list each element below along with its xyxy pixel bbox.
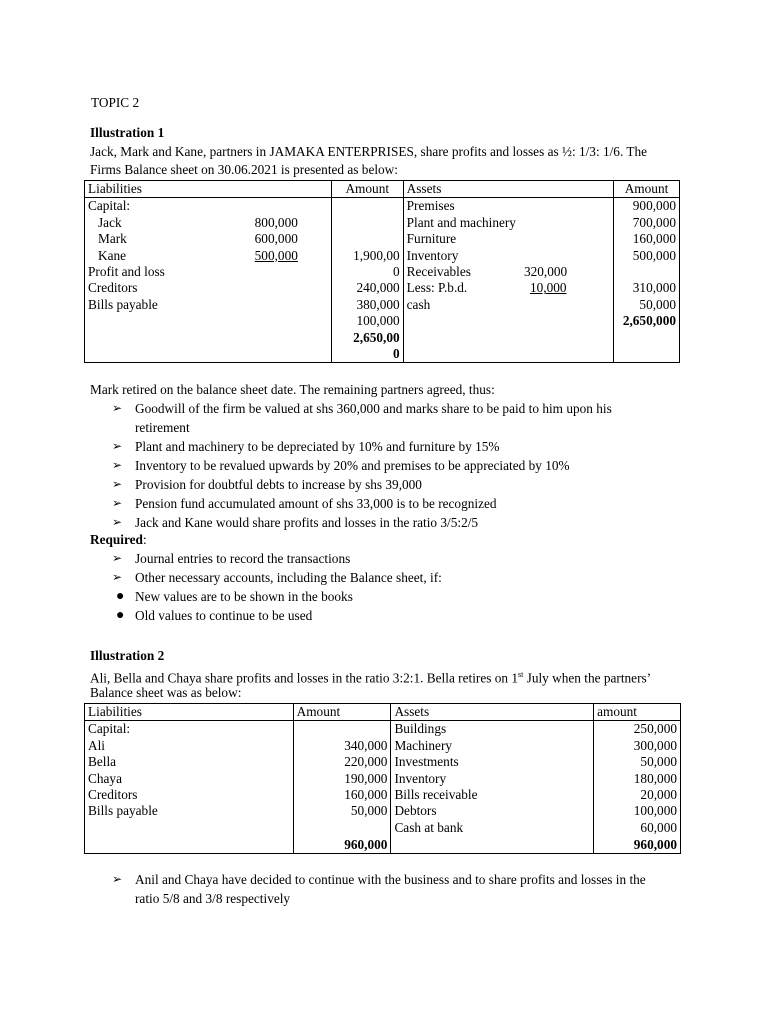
col-header-amount: Amount <box>293 704 391 721</box>
cell-value: 500,000 <box>632 247 676 263</box>
cell-value: 900,000 <box>632 198 676 214</box>
required-heading: Required: <box>90 532 147 547</box>
row-label: Debtors <box>391 803 594 819</box>
cell-value: 340,000 <box>293 738 391 754</box>
row-label: Bills payable <box>85 803 294 819</box>
row-label: Cash at bank <box>391 820 594 836</box>
illustration-1-title: Illustration 1 <box>90 125 165 140</box>
row-label: Creditors <box>85 787 294 803</box>
row-label: Furniture <box>406 231 457 247</box>
row-label: Receivables <box>406 264 471 280</box>
illustration-1-intro-line2: Firms Balance sheet on 30.06.2021 is presented as below: <box>90 162 398 177</box>
cell-value: 60,000 <box>640 819 677 835</box>
list-item: ➢ Provision for doubtful debts to increase by shs 39,000 <box>112 477 422 492</box>
row-label: Bills payable <box>88 296 158 312</box>
row-label: Premises <box>406 198 455 214</box>
dot-bullet-icon: ● <box>116 608 125 623</box>
cell-value: 220,000 <box>293 754 391 770</box>
cell-value: 500,000 <box>254 247 298 263</box>
row-label: Creditors <box>88 280 138 296</box>
illustration-1-intro-line1: Jack, Mark and Kane, partners in JAMAKA ENTERPRISES, share profits and losses as ½: 1/3: 1/6. The <box>90 144 648 159</box>
row-label: Plant and machinery <box>406 214 516 230</box>
col-header-assets: Assets <box>403 181 519 198</box>
cell-value: 600,000 <box>252 231 332 247</box>
arrow-bullet-icon: ➢ <box>112 477 123 491</box>
cell-value: 50,000 <box>640 754 677 770</box>
balance-sheet-table-1 <box>84 180 680 363</box>
list-item: ➢ Plant and machinery to be depreciated by 10% and furniture by 15% <box>112 439 500 454</box>
cell-value: 10,000 <box>529 280 567 296</box>
row-label: Jack <box>98 214 122 230</box>
illustration-2-intro-line1: Ali, Bella and Chaya share profits and losses in the ratio 3:2:1. Bella retires on 1st July when the partners’ <box>90 670 652 686</box>
row-label: Capital: <box>85 721 294 738</box>
total-assets: 960,000 <box>633 836 677 852</box>
arrow-bullet-icon: ➢ <box>112 551 123 565</box>
cell-value: 100,000 <box>633 803 677 819</box>
col-header-amount-assets: Amount <box>614 181 680 198</box>
list-item: ➢ Goodwill of the firm be valued at shs 360,000 and marks share to be paid to him upon his retirement <box>112 401 612 435</box>
list-item: ➢ Pension fund accumulated amount of shs 33,000 is to be recognized <box>112 496 497 511</box>
cell-value: 100,000 <box>331 313 403 329</box>
cell-value: 190,000 <box>293 771 391 787</box>
row-label: Inventory <box>406 247 459 263</box>
row-label: Less: P.b.d. <box>406 280 468 296</box>
cell-value: 1,900,00 <box>331 248 403 264</box>
row-label: Bills receivable <box>391 787 594 803</box>
cell-value: 0 <box>331 264 403 280</box>
arrow-bullet-icon: ➢ <box>112 496 123 510</box>
cell-value: 380,000 <box>331 297 403 313</box>
cell-value: 310,000 <box>632 280 676 296</box>
cell-value: 160,000 <box>293 787 391 803</box>
cell-value: 160,000 <box>632 231 676 247</box>
arrow-bullet-icon: ➢ <box>112 458 123 472</box>
cell-value: 800,000 <box>252 215 332 231</box>
cell-value: 50,000 <box>639 296 676 312</box>
cell-value: 300,000 <box>633 737 677 753</box>
dot-bullet-icon: ● <box>116 589 125 604</box>
row-label: Bella <box>85 754 294 770</box>
list-item: ● New values are to be shown in the books <box>116 589 353 604</box>
illustration-2-intro-line2: Balance sheet was as below: <box>90 685 242 700</box>
list-item: ➢ Jack and Kane would share profits and losses in the ratio 3/5:2/5 <box>112 515 479 530</box>
list-item: ➢ Inventory to be revalued upwards by 20% and premises to be appreciated by 10% <box>112 458 570 473</box>
cell-value: 250,000 <box>633 721 677 737</box>
cell-value: 240,000 <box>331 280 403 296</box>
arrow-bullet-icon: ➢ <box>112 570 123 584</box>
col-header-amount-assets: amount <box>594 704 681 721</box>
agreement-list <box>112 399 672 532</box>
list-item: ● Old values to continue to be used <box>116 608 313 623</box>
list-item: ➢ Anil and Chaya have decided to continue with the business and to share profits and losses in the ratio 5/8 and 3/8 respectively <box>112 872 646 906</box>
row-label: cash <box>406 296 431 312</box>
cell-value: 180,000 <box>633 770 677 786</box>
balance-sheet-table-2 <box>84 703 681 854</box>
col-header-liabilities: Liabilities <box>85 704 294 721</box>
required-list <box>112 549 672 625</box>
col-header-amount: Amount <box>331 181 403 198</box>
arrow-bullet-icon: ➢ <box>112 439 123 453</box>
row-label: Inventory <box>391 771 594 787</box>
row-label: Chaya <box>85 771 294 787</box>
cell-value: 700,000 <box>632 214 676 230</box>
total-liabilities: 960,000 <box>293 836 391 854</box>
arrow-bullet-icon: ➢ <box>112 515 123 529</box>
row-label: Machinery <box>391 738 594 754</box>
list-item: ➢ Other necessary accounts, including the Balance sheet, if: <box>112 570 442 585</box>
arrow-bullet-icon: ➢ <box>112 872 123 886</box>
row-label: Kane <box>98 247 127 263</box>
total-liabilities-line1: 2,650,00 <box>331 330 403 346</box>
total-assets: 2,650,000 <box>622 313 676 329</box>
arrow-bullet-icon: ➢ <box>112 401 123 415</box>
row-label: Mark <box>98 231 127 247</box>
illustration-2-title: Illustration 2 <box>90 648 165 663</box>
col-header-assets: Assets <box>391 704 594 721</box>
row-label: Ali <box>85 738 294 754</box>
row-label: Investments <box>391 754 594 770</box>
retirement-statement: Mark retired on the balance sheet date. The remaining partners agreed, thus: <box>90 382 495 397</box>
cell-value: 50,000 <box>293 803 391 819</box>
row-label: Capital: <box>88 198 131 214</box>
topic-heading: TOPIC 2 <box>91 95 140 110</box>
col-header-liabilities: Liabilities <box>85 181 252 198</box>
cell-value: 320,000 <box>519 264 614 280</box>
row-label: Buildings <box>391 721 594 738</box>
continuation-list <box>112 870 682 908</box>
row-label: Profit and loss <box>88 264 165 280</box>
cell-value: 20,000 <box>640 787 677 803</box>
list-item: ➢ Journal entries to record the transactions <box>112 551 351 566</box>
total-liabilities-line2: 0 <box>331 346 403 363</box>
